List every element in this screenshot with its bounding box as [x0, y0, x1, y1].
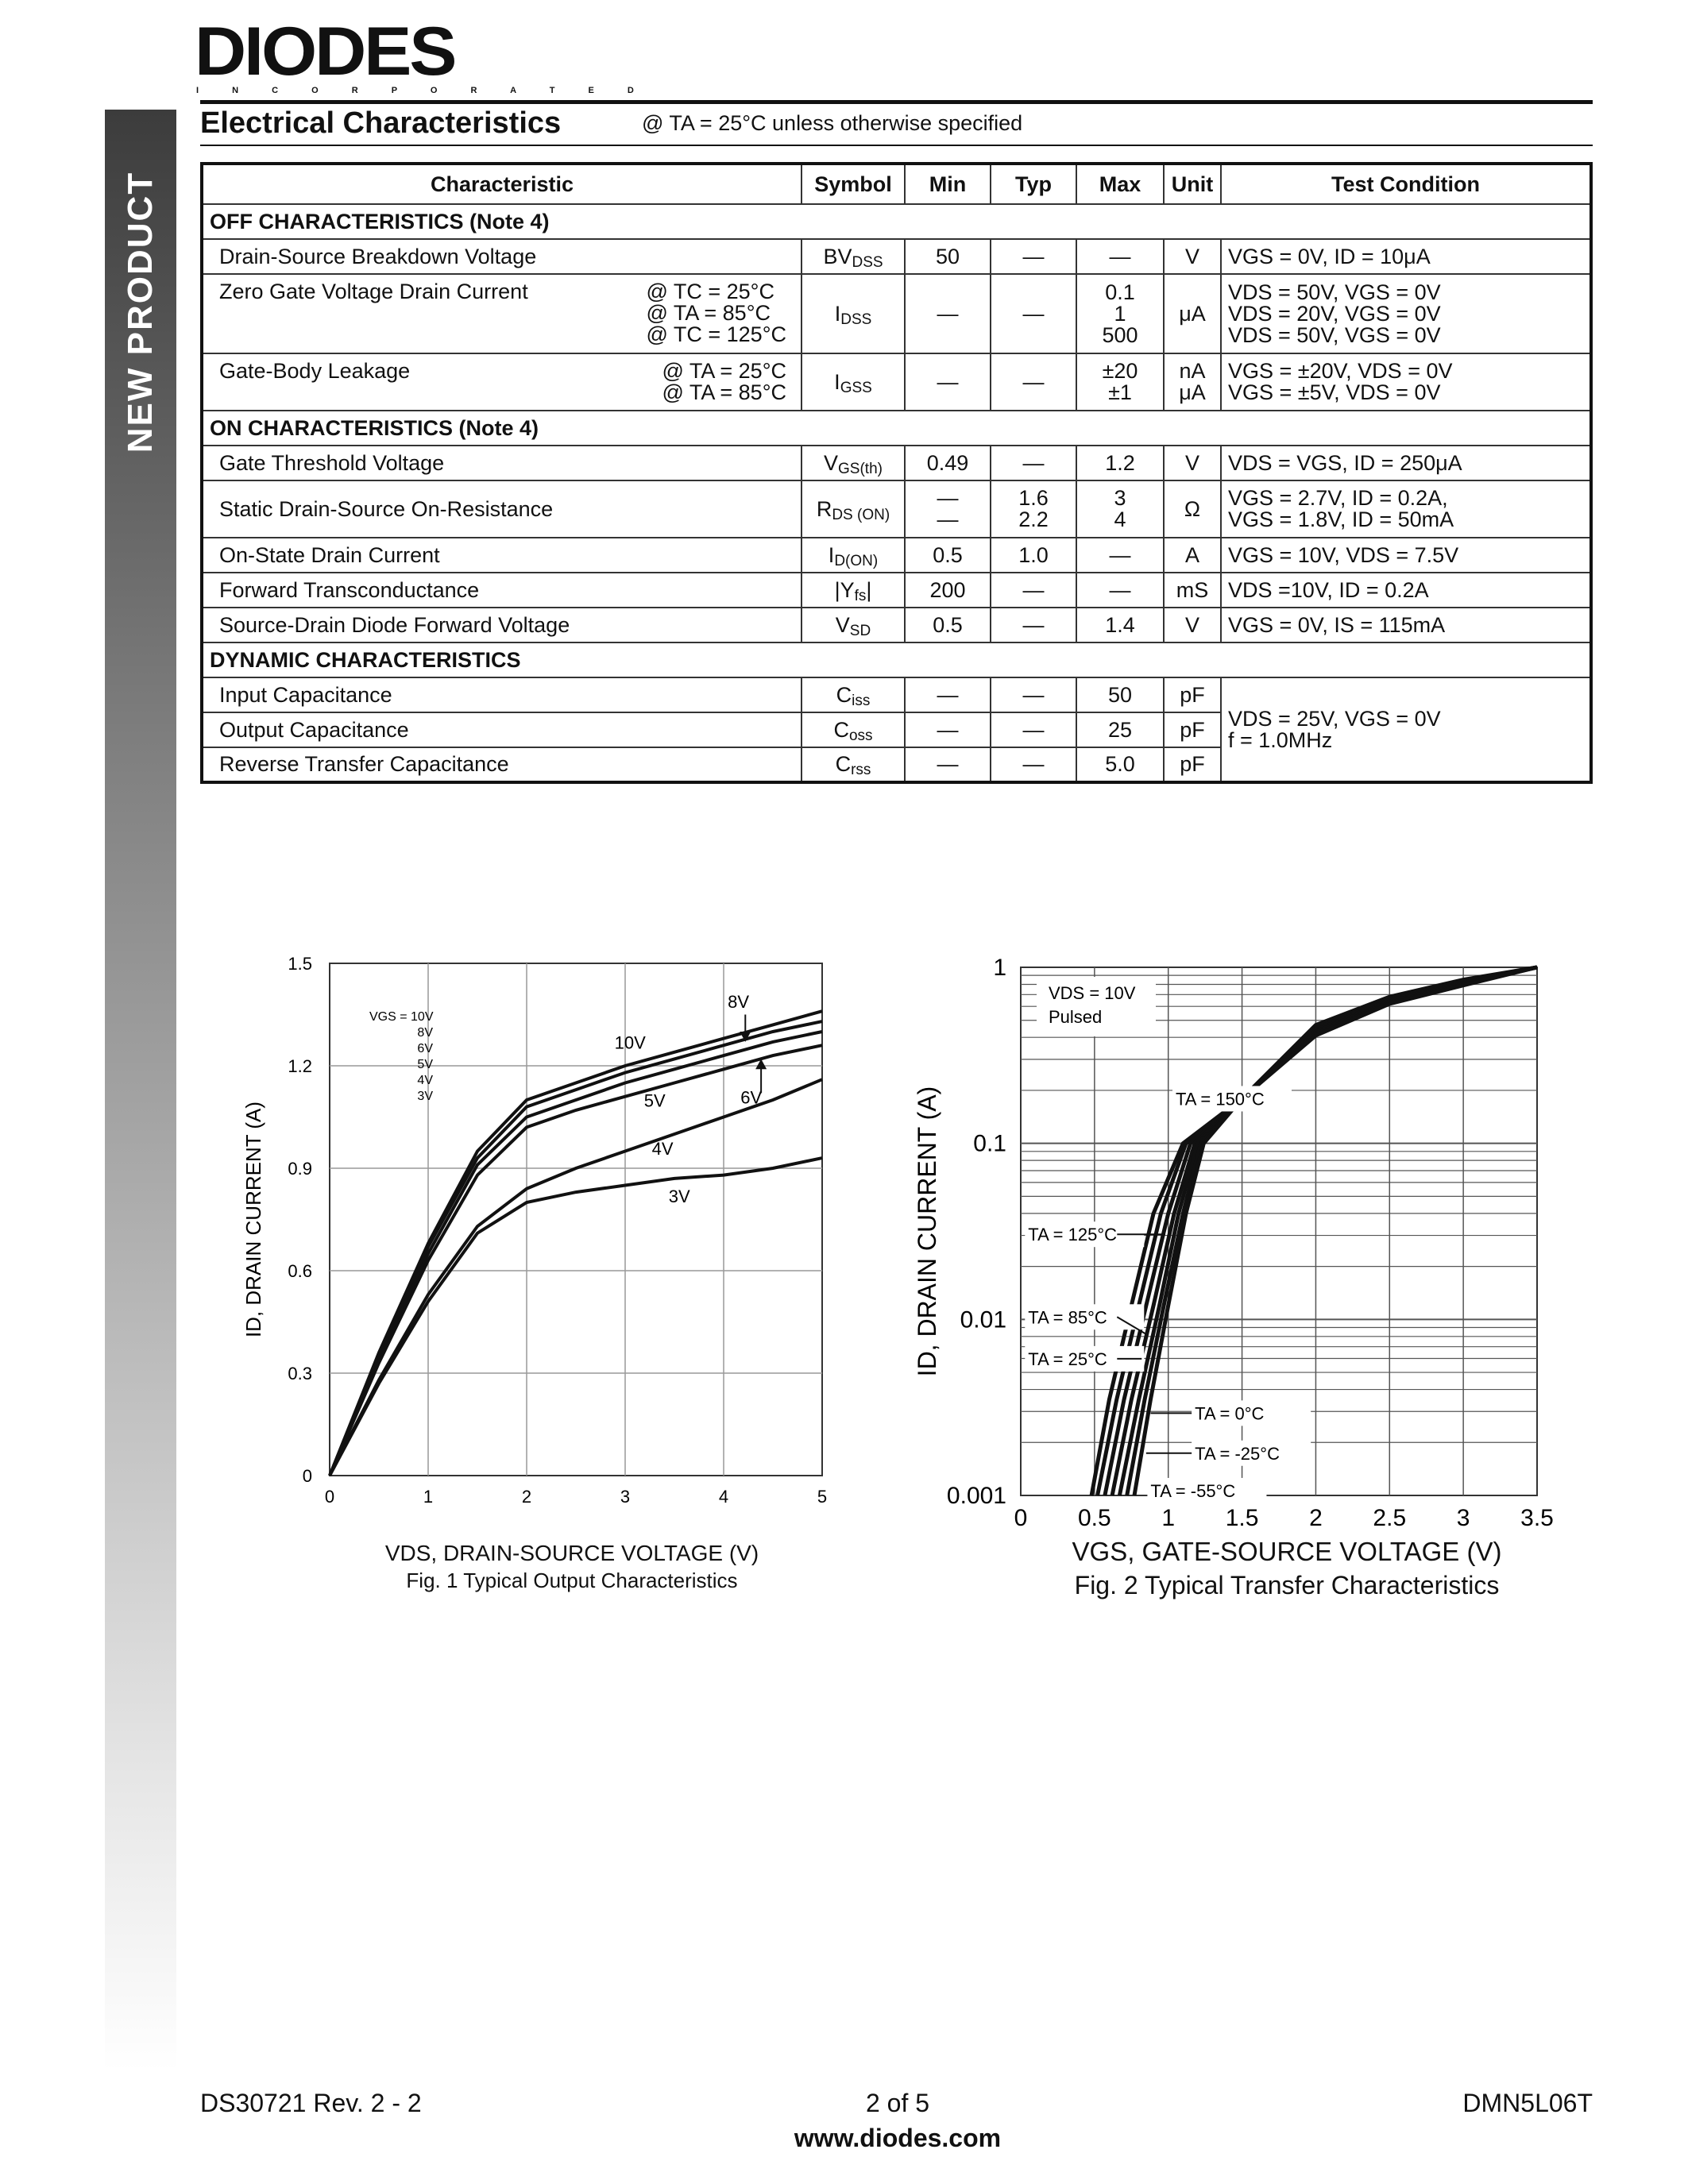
fig2-caption: Fig. 2 Typical Transfer Characteristics [1074, 1571, 1500, 1599]
unit-cell: pF [1164, 677, 1221, 712]
y-tick-label: 0 [302, 1466, 312, 1486]
unit-cell: pF [1164, 747, 1221, 782]
section-rule [200, 145, 1593, 146]
legend-entry: VGS = 10V [369, 1010, 434, 1024]
legend-entry: 6V [417, 1042, 433, 1055]
min-cell: — [905, 747, 991, 782]
typ-cell: — [991, 608, 1076, 642]
fig1-caption: Fig. 1 Typical Output Characteristics [406, 1569, 738, 1592]
table-row [202, 353, 1591, 411]
typ-cell: — [991, 446, 1076, 480]
unit-cell: V [1164, 239, 1221, 274]
table-row [202, 274, 1591, 353]
characteristic-cell: Reverse Transfer Capacitance [202, 747, 802, 782]
series-line-4V [330, 1079, 822, 1476]
section-condition: @ TA = 25°C unless otherwise specified [642, 111, 1023, 135]
output-characteristics-chart [230, 949, 850, 1537]
temperature-label: TA = 150°C [1176, 1089, 1265, 1109]
x-tick-label: 4 [718, 1487, 729, 1507]
unit-cell: Ω [1164, 480, 1221, 538]
table-row [202, 446, 1591, 480]
temperature-label: TA = 125°C [1028, 1225, 1118, 1245]
y-tick-label: 0.6 [288, 1261, 312, 1281]
condition-cell: VGS = ±20V, VDS = 0V VGS = ±5V, VDS = 0V [1221, 353, 1591, 411]
condition-cell: VDS = 25V, VGS = 0V f = 1.0MHz [1221, 677, 1591, 782]
unit-cell: mS [1164, 573, 1221, 608]
unit-cell: V [1164, 608, 1221, 642]
characteristic-cell: @ TA = 25°C @ TA = 85°C Gate-Body Leakage [202, 353, 802, 411]
typ-cell: 1.6 2.2 [991, 480, 1076, 538]
max-cell: — [1076, 239, 1164, 274]
typ-cell: — [991, 353, 1076, 411]
typ-cell: — [991, 239, 1076, 274]
unit-cell: pF [1164, 712, 1221, 747]
y-tick-label: 1 [993, 955, 1006, 981]
characteristic-cell: Drain-Source Breakdown Voltage [202, 239, 802, 274]
y-tick-label: 0.9 [288, 1159, 312, 1179]
footer-part-number: DMN5L06T [1462, 2089, 1593, 2117]
footer-page-number: 2 of 5 [865, 2089, 930, 2117]
legend-entry: 8V [417, 1026, 433, 1040]
y-tick-label: 0.001 [946, 1483, 1006, 1509]
table-row [202, 608, 1591, 642]
curve-label: 4V [651, 1138, 674, 1159]
characteristic-cell: Source-Drain Diode Forward Voltage [202, 608, 802, 642]
column-header: Unit [1164, 164, 1221, 204]
y-tick-label: 0.1 [973, 1130, 1006, 1157]
x-tick-label: 3.5 [1520, 1505, 1554, 1531]
condition-cell: VGS = 0V, ID = 10μA [1221, 239, 1591, 274]
x-tick-label: 3 [1456, 1505, 1470, 1531]
unit-cell: V [1164, 446, 1221, 480]
typ-cell: — [991, 712, 1076, 747]
symbol-cell: $I_{D(ON)}$ [802, 538, 905, 573]
curve-label: 5V [643, 1090, 666, 1111]
series-line-3V [330, 1158, 822, 1476]
max-cell: 3 4 [1076, 480, 1164, 538]
unit-cell: μA [1164, 274, 1221, 353]
x-tick-label: 1 [1161, 1505, 1176, 1531]
typ-cell: — [991, 677, 1076, 712]
condition-cell: VGS = 10V, VDS = 7.5V [1221, 538, 1591, 573]
symbol-cell: $I_{DSS}$ [802, 274, 905, 353]
footer-url[interactable]: www.diodes.com [794, 2124, 1002, 2152]
min-cell: 0.5 [905, 608, 991, 642]
min-cell: 200 [905, 573, 991, 608]
symbol-cell: $BV_{DSS}$ [802, 239, 905, 274]
x-tick-label: 0.5 [1077, 1505, 1111, 1531]
table-row [202, 538, 1591, 573]
x-tick-label: 2 [1309, 1505, 1323, 1531]
curve-label: 8V [728, 991, 750, 1012]
temperature-label: TA = 85°C [1028, 1307, 1107, 1328]
header-rule [200, 100, 1593, 104]
legend-entry: 5V [417, 1058, 433, 1071]
min-cell: — — [905, 480, 991, 538]
diodes-logo [195, 14, 650, 97]
symbol-cell: $C_{oss}$ [802, 712, 905, 747]
legend-entry: Pulsed [1049, 1007, 1103, 1027]
table-row [202, 239, 1591, 274]
max-cell: 5.0 [1076, 747, 1164, 782]
typ-cell: 1.0 [991, 538, 1076, 573]
legend-entry: 4V [417, 1074, 433, 1087]
column-header: Characteristic [202, 164, 802, 204]
table-row [202, 677, 1591, 712]
logo-word: DIODES [195, 14, 455, 90]
electrical-characteristics-table [200, 162, 1593, 784]
max-cell: 25 [1076, 712, 1164, 747]
symbol-cell: $V_{SD}$ [802, 608, 905, 642]
symbol-cell: $C_{iss}$ [802, 677, 905, 712]
section-title: Electrical Characteristics [200, 106, 562, 140]
condition-cell: VDS = VGS, ID = 250μA [1221, 446, 1591, 480]
y-tick-label: 1.2 [288, 1056, 312, 1076]
column-header: Typ [991, 164, 1076, 204]
max-cell: 1.2 [1076, 446, 1164, 480]
table-row [202, 573, 1591, 608]
table-row [202, 480, 1591, 538]
characteristic-cell: @ TC = 25°C @ TA = 85°C @ TC = 125°C Zero Gate Voltage Drain Current [202, 274, 802, 353]
max-cell: 50 [1076, 677, 1164, 712]
x-tick-label: 3 [620, 1487, 631, 1507]
max-cell: — [1076, 538, 1164, 573]
temperature-label: TA = 25°C [1028, 1349, 1107, 1369]
curve-label: 10V [614, 1032, 646, 1053]
series-line [1127, 967, 1537, 1495]
column-header: Test Condition [1221, 164, 1591, 204]
legend-entry: 3V [417, 1090, 433, 1103]
max-cell: — [1076, 573, 1164, 608]
curve-label: 3V [668, 1187, 690, 1206]
condition-cell: VGS = 0V, IS = 115mA [1221, 608, 1591, 642]
min-cell: — [905, 712, 991, 747]
section-header-dynamic: DYNAMIC CHARACTERISTICS [202, 642, 1591, 677]
min-cell: 50 [905, 239, 991, 274]
section-header-off: OFF CHARACTERISTICS (Note 4) [202, 204, 1591, 239]
temperature-label: TA = 0°C [1195, 1403, 1265, 1424]
y-tick-label: 1.5 [288, 954, 312, 974]
fig1-xlabel: VDS, DRAIN-SOURCE VOLTAGE (V) [384, 1541, 759, 1565]
min-cell: 0.5 [905, 538, 991, 573]
series-line-10V [330, 1011, 822, 1476]
condition-cell: VDS = 50V, VGS = 0V VDS = 20V, VGS = 0V VDS = 50V, VGS = 0V [1221, 274, 1591, 353]
transfer-characteristics-chart [906, 937, 1573, 1549]
x-tick-label: 0 [1014, 1505, 1028, 1531]
unit-cell: A [1164, 538, 1221, 573]
symbol-cell: $C_{rss}$ [802, 747, 905, 782]
fig2-xlabel: VGS, GATE-SOURCE VOLTAGE (V) [1072, 1537, 1502, 1566]
characteristic-cell: Forward Transconductance [202, 573, 802, 608]
table-header-row [202, 164, 1591, 204]
column-header: Min [905, 164, 991, 204]
y-tick-label: 0.01 [960, 1306, 1006, 1333]
min-cell: — [905, 274, 991, 353]
condition-cell: VGS = 2.7V, ID = 0.2A, VGS = 1.8V, ID = 50mA [1221, 480, 1591, 538]
unit-cell: nA μA [1164, 353, 1221, 411]
section-header-on: ON CHARACTERISTICS (Note 4) [202, 411, 1591, 446]
characteristic-cell: Gate Threshold Voltage [202, 446, 802, 480]
min-cell: — [905, 353, 991, 411]
characteristic-cell: On-State Drain Current [202, 538, 802, 573]
x-tick-label: 2 [521, 1487, 532, 1507]
temperature-conditions: @ TA = 25°C @ TA = 85°C [662, 359, 786, 404]
y-axis-label: ID, DRAIN CURRENT (A) [913, 1086, 941, 1377]
legend-entry: VDS = 10V [1049, 983, 1136, 1003]
max-cell: 1.4 [1076, 608, 1164, 642]
characteristic-cell: Output Capacitance [202, 712, 802, 747]
footer-doc-number: DS30721 Rev. 2 - 2 [200, 2089, 422, 2117]
condition-cell: VDS =10V, ID = 0.2A [1221, 573, 1591, 608]
min-cell: — [905, 677, 991, 712]
y-tick-label: 0.3 [288, 1364, 312, 1383]
x-tick-label: 1 [423, 1487, 434, 1507]
symbol-cell: $|Y_{fs}|$ [802, 573, 905, 608]
column-header: Symbol [802, 164, 905, 204]
characteristic-cell: Static Drain-Source On-Resistance [202, 480, 802, 538]
curve-label: 6V [740, 1087, 763, 1108]
min-cell: 0.49 [905, 446, 991, 480]
new-product-sidebar [105, 110, 176, 2071]
typ-cell: — [991, 747, 1076, 782]
x-tick-label: 2.5 [1373, 1505, 1407, 1531]
column-header: Max [1076, 164, 1164, 204]
max-cell: ±20 ±1 [1076, 353, 1164, 411]
symbol-cell: $V_{GS(th)}$ [802, 446, 905, 480]
symbol-cell: $I_{GSS}$ [802, 353, 905, 411]
sidebar-label: NEW PRODUCT [121, 171, 160, 453]
typ-cell: — [991, 274, 1076, 353]
typ-cell: — [991, 573, 1076, 608]
plot-frame [330, 963, 822, 1476]
characteristic-cell: Input Capacitance [202, 677, 802, 712]
temperature-label: TA = -25°C [1195, 1443, 1280, 1464]
x-tick-label: 1.5 [1225, 1505, 1259, 1531]
logo-subtitle: I N C O R P O R A T E D [196, 86, 650, 95]
max-cell: 0.1 1 500 [1076, 274, 1164, 353]
y-axis-label: ID, DRAIN CURRENT (A) [241, 1101, 265, 1338]
temperature-conditions: @ TC = 25°C @ TA = 85°C @ TC = 125°C [646, 280, 786, 346]
symbol-cell: $R_{DS (ON)}$ [802, 480, 905, 538]
x-tick-label: 0 [324, 1487, 335, 1507]
temperature-label: TA = -55°C [1150, 1480, 1236, 1501]
x-tick-label: 5 [817, 1487, 828, 1507]
